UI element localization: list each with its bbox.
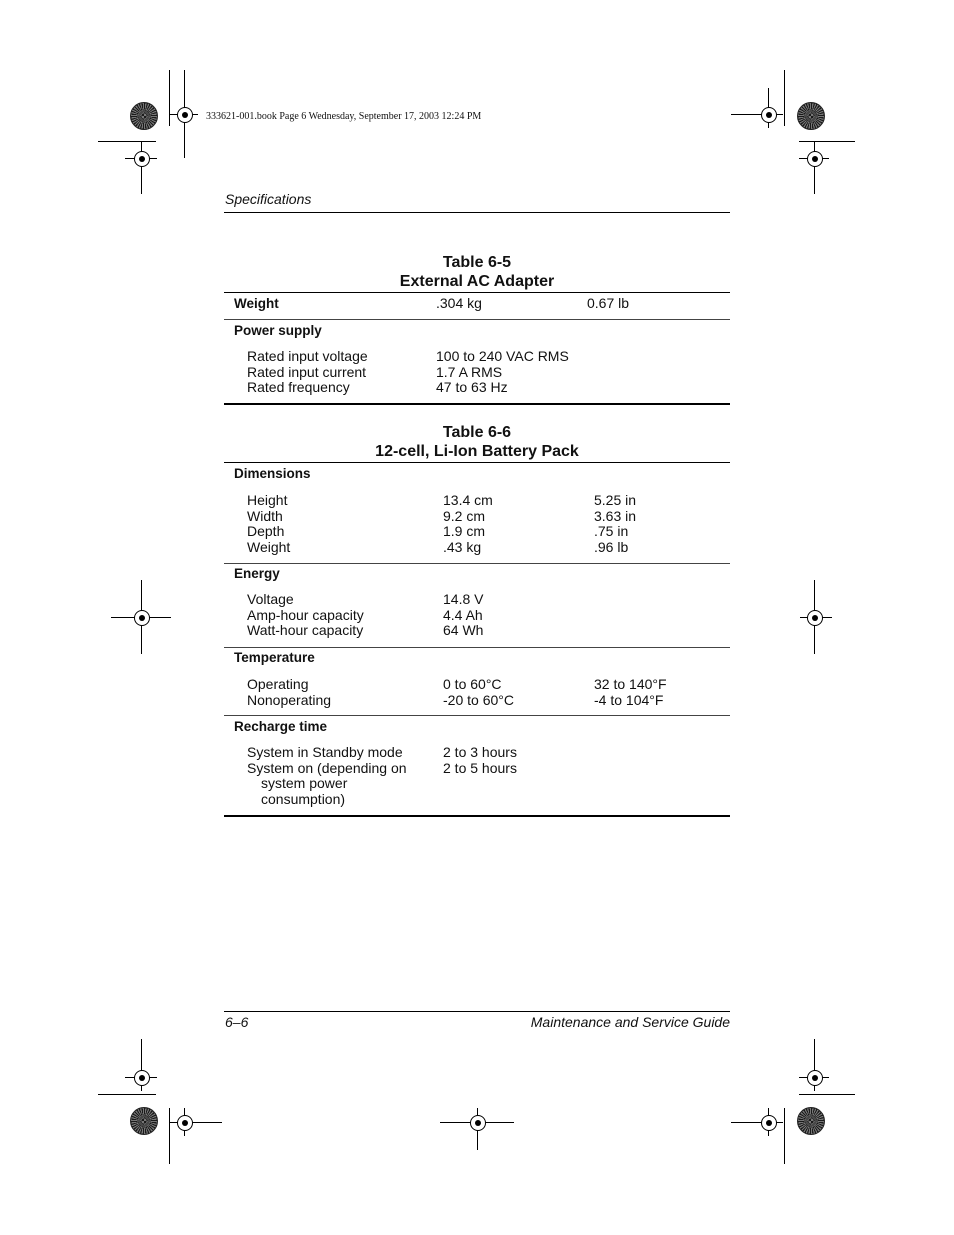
cell-label: Height bbox=[247, 492, 288, 508]
cell-label: Rated frequency bbox=[247, 379, 350, 395]
table-caption-title: 12-cell, Li-Ion Battery Pack bbox=[375, 443, 579, 460]
row-heading-recharge-time: Recharge time bbox=[234, 719, 328, 734]
crop-line bbox=[784, 70, 785, 126]
cell-value: 5.25 in bbox=[594, 492, 637, 508]
cell-label: System in Standby mode bbox=[247, 744, 403, 760]
cell-value: 13.4 cm bbox=[443, 492, 493, 508]
cell-value: 9.2 cm bbox=[443, 507, 486, 524]
table-caption-number: Table 6-5 bbox=[442, 254, 512, 271]
cell-label-continuation: system power bbox=[261, 775, 348, 791]
cell-label: Rated input current bbox=[247, 363, 367, 380]
header-rule bbox=[224, 212, 730, 213]
table-rule bbox=[224, 815, 730, 817]
cell-label: Nonoperating bbox=[247, 691, 332, 708]
row-heading-power-supply: Power supply bbox=[234, 323, 322, 338]
cell-value: -4 to 104°F bbox=[594, 691, 664, 708]
row-heading-weight: Weight bbox=[234, 296, 279, 311]
guide-title: Maintenance and Service Guide bbox=[530, 1014, 730, 1030]
cell-value: 64 Wh bbox=[443, 622, 484, 638]
cell-label: Operating bbox=[247, 676, 309, 692]
registration-rosette-icon bbox=[130, 1107, 158, 1135]
cell-label: Weight bbox=[247, 538, 291, 555]
running-head: Specifications bbox=[225, 191, 312, 207]
cell-value: 0 to 60°C bbox=[443, 676, 502, 692]
crop-line bbox=[784, 1108, 785, 1164]
table-rule bbox=[224, 715, 730, 716]
cell-value: 1.7 A RMS bbox=[436, 363, 503, 380]
cell-label: Rated input voltage bbox=[247, 348, 368, 364]
cell-value: 3.63 in bbox=[594, 507, 637, 524]
cell-value: 2 to 5 hours bbox=[443, 759, 517, 776]
table-rule bbox=[224, 403, 730, 405]
cell-value: 100 to 240 VAC RMS bbox=[436, 348, 569, 364]
cell-label: Width bbox=[247, 507, 283, 524]
footer-rule bbox=[224, 1011, 730, 1012]
page-number: 6–6 bbox=[225, 1014, 249, 1030]
cell-label: Watt-hour capacity bbox=[247, 622, 364, 638]
table-rule bbox=[224, 647, 730, 648]
crop-line bbox=[169, 70, 170, 126]
registration-rosette-icon bbox=[797, 102, 825, 130]
cell-value: 0.67 lb bbox=[587, 295, 630, 311]
cell-value: 32 to 140°F bbox=[594, 676, 667, 692]
cell-value: -20 to 60°C bbox=[443, 691, 514, 708]
cell-value: .96 lb bbox=[594, 538, 629, 555]
table-caption-number: Table 6-6 bbox=[442, 424, 512, 441]
crop-line bbox=[169, 1108, 170, 1164]
row-heading-dimensions: Dimensions bbox=[234, 466, 311, 481]
cell-value: 2 to 3 hours bbox=[443, 744, 517, 760]
table-rule bbox=[224, 563, 730, 564]
cell-value: .304 kg bbox=[436, 295, 482, 311]
table-rule bbox=[224, 462, 730, 463]
cell-label: Amp-hour capacity bbox=[247, 606, 364, 623]
cell-value: .75 in bbox=[594, 523, 629, 539]
cell-value: .43 kg bbox=[443, 538, 482, 555]
cell-value: 14.8 V bbox=[443, 591, 484, 607]
cell-value: 47 to 63 Hz bbox=[436, 379, 508, 395]
row-heading-temperature: Temperature bbox=[234, 650, 315, 665]
cell-label: Depth bbox=[247, 523, 285, 539]
table-rule bbox=[224, 292, 730, 293]
cell-label: System on (depending on bbox=[247, 759, 407, 776]
cell-label-continuation: consumption) bbox=[261, 790, 346, 807]
registration-rosette-icon bbox=[797, 1107, 825, 1135]
registration-rosette-icon bbox=[130, 102, 158, 130]
table-caption-title: External AC Adapter bbox=[399, 273, 555, 290]
row-heading-energy: Energy bbox=[234, 566, 280, 581]
cell-value: 4.4 Ah bbox=[443, 606, 483, 623]
print-slug: 333621-001.book Page 6 Wednesday, September 17, 2003 12:24 PM bbox=[206, 111, 482, 122]
cell-value: 1.9 cm bbox=[443, 523, 486, 539]
cell-label: Voltage bbox=[247, 591, 294, 607]
table-rule bbox=[224, 319, 730, 320]
